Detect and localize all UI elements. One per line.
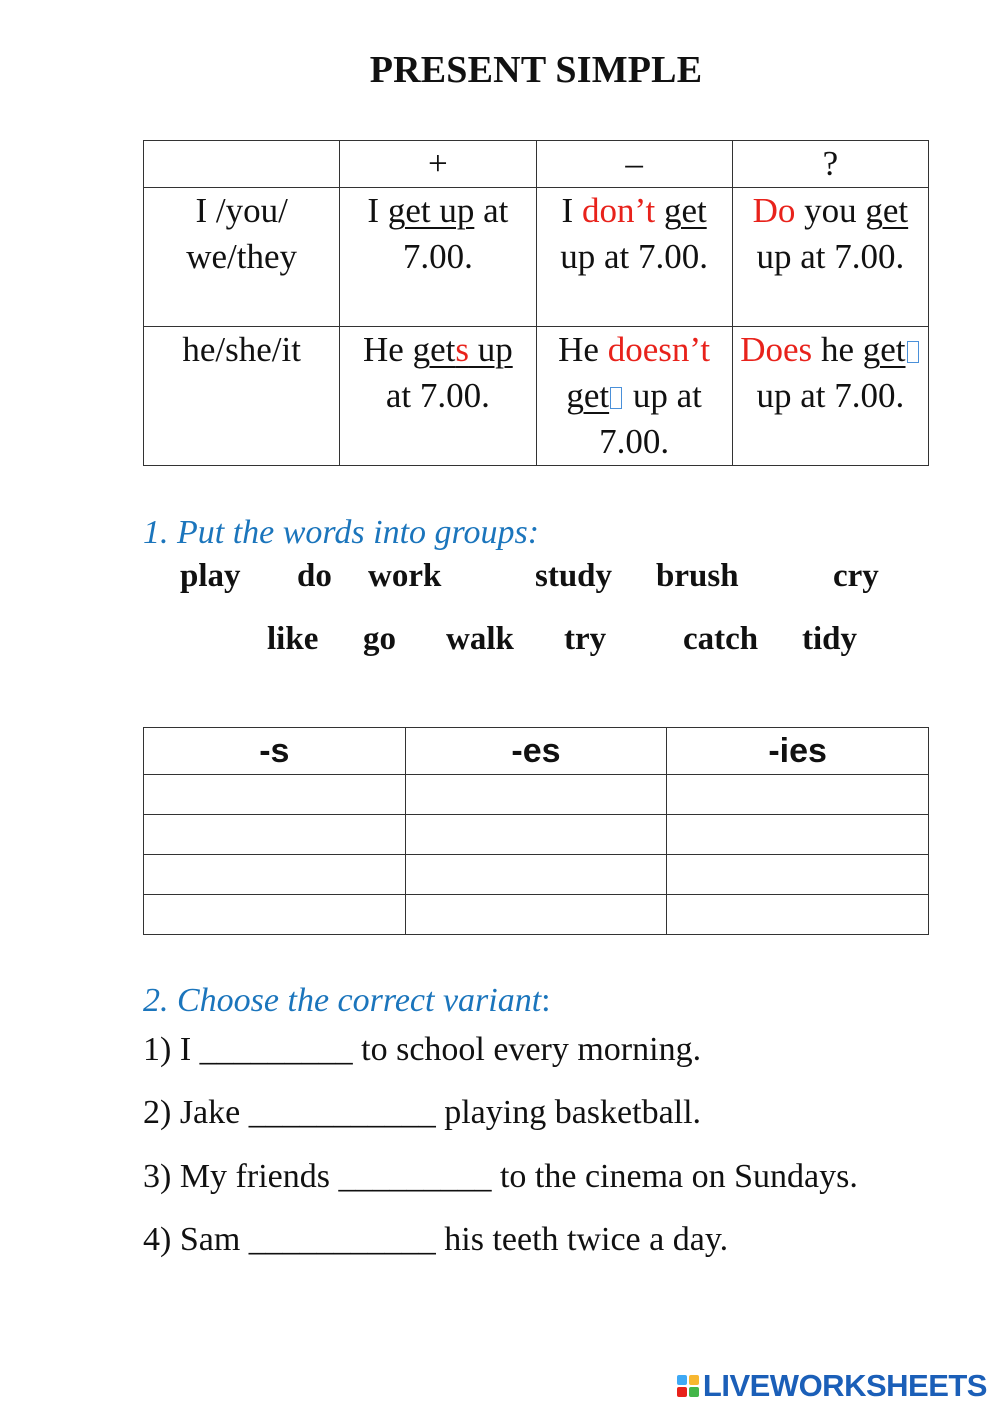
verb-stem: get <box>412 330 456 369</box>
exercise-sentence-3[interactable]: 3) My friends _________ to the cinema on Sundays. <box>143 1158 858 1195</box>
verb: get <box>862 330 906 369</box>
liveworksheets-logo <box>677 1368 987 1404</box>
text: up at 7.00. <box>756 376 905 415</box>
word-chip: like <box>267 621 319 657</box>
word-chip: try <box>564 621 607 657</box>
task-1-heading <box>143 514 539 552</box>
word-chip: catch <box>683 621 759 657</box>
exercise-sentence-4[interactable]: 4) Sam ___________ his teeth twice a day. <box>143 1221 729 1258</box>
positive-cell <box>340 327 536 466</box>
text: I <box>561 191 582 230</box>
auxiliary: doesn’t <box>607 330 711 369</box>
groups-row <box>144 775 929 815</box>
verb: get <box>865 191 909 230</box>
word-chip: do <box>297 558 332 594</box>
task-text: 1. Put the words into groups <box>143 514 528 551</box>
verb-particle: up <box>468 330 513 369</box>
header-s: -s <box>144 728 406 775</box>
drop-cell-es[interactable] <box>405 775 667 815</box>
text: He <box>363 330 413 369</box>
word-chip: tidy <box>802 621 858 657</box>
drop-cell-ies[interactable] <box>667 815 929 855</box>
word-chip: study <box>535 558 613 594</box>
grammar-row-plural <box>144 188 929 327</box>
drop-cell-es[interactable] <box>405 855 667 895</box>
word-chip: play <box>180 558 241 594</box>
task-2-heading <box>143 982 551 1020</box>
auxiliary: Do <box>752 191 796 230</box>
text: at 7.00. <box>402 191 509 276</box>
negative-cell <box>536 188 732 327</box>
positive-cell <box>340 188 536 327</box>
brand-name: LIVEWORKSHEETS <box>702 1368 987 1403</box>
verb-ending: s <box>455 330 469 369</box>
exercise-sentence-2[interactable]: 2) Jake ___________ playing basketball. <box>143 1094 702 1131</box>
word-chip: work <box>368 558 442 594</box>
word-chip: cry <box>833 558 879 594</box>
header-ies: -ies <box>667 728 929 775</box>
word-chip: brush <box>656 558 739 594</box>
drop-cell-ies[interactable] <box>667 855 929 895</box>
exercise-sentence-1[interactable]: 1) I _________ to school every morning. <box>143 1031 702 1068</box>
task-colon: : <box>541 982 551 1019</box>
groups-table <box>143 727 929 935</box>
text: He <box>558 330 608 369</box>
drop-cell-s[interactable] <box>144 775 406 815</box>
word-chip: go <box>363 621 396 657</box>
grammar-row-singular <box>144 327 929 466</box>
question-cell <box>732 188 928 327</box>
header-cell-negative: – <box>536 141 732 188</box>
text: I <box>367 191 388 230</box>
header-cell-question: ? <box>732 141 928 188</box>
auxiliary: Does <box>740 330 813 369</box>
negative-cell <box>536 327 732 466</box>
text: up at 7.00. <box>560 237 708 276</box>
empty-ending-box-icon <box>907 341 919 363</box>
drop-cell-s[interactable] <box>144 855 406 895</box>
groups-header-row <box>144 728 929 775</box>
question-cell <box>732 327 928 466</box>
verb: get up <box>387 191 475 230</box>
drop-cell-s[interactable] <box>144 815 406 855</box>
grammar-table <box>143 140 929 466</box>
header-cell-positive: + <box>340 141 536 188</box>
text: up at 7.00. <box>599 376 702 461</box>
subject-cell: I /you/ we/they <box>144 188 340 327</box>
text: you <box>795 191 866 230</box>
task-text: 2. Choose the correct variant <box>143 982 542 1019</box>
text: at 7.00. <box>385 376 490 415</box>
auxiliary: don’t <box>581 191 656 230</box>
word-chip: walk <box>446 621 514 657</box>
drop-cell-s[interactable] <box>144 895 406 935</box>
subject-cell: he/she/it <box>144 327 340 466</box>
groups-row <box>144 895 929 935</box>
drop-cell-ies[interactable] <box>667 895 929 935</box>
drop-cell-es[interactable] <box>405 895 667 935</box>
verb: get <box>566 376 610 415</box>
header-cell-subject <box>144 141 340 188</box>
page-title: PRESENT SIMPLE <box>369 49 703 91</box>
task-colon: : <box>527 514 540 551</box>
verb <box>413 330 513 369</box>
header-es: -es <box>405 728 667 775</box>
drop-cell-es[interactable] <box>405 815 667 855</box>
empty-ending-box-icon <box>610 387 622 409</box>
groups-row <box>144 855 929 895</box>
text: he <box>812 330 863 369</box>
grammar-header-row <box>144 141 929 188</box>
verb: get <box>663 191 707 230</box>
drop-cell-ies[interactable] <box>667 775 929 815</box>
groups-row <box>144 815 929 855</box>
logo-squares-icon <box>677 1375 699 1397</box>
text: up at 7.00. <box>756 237 905 276</box>
